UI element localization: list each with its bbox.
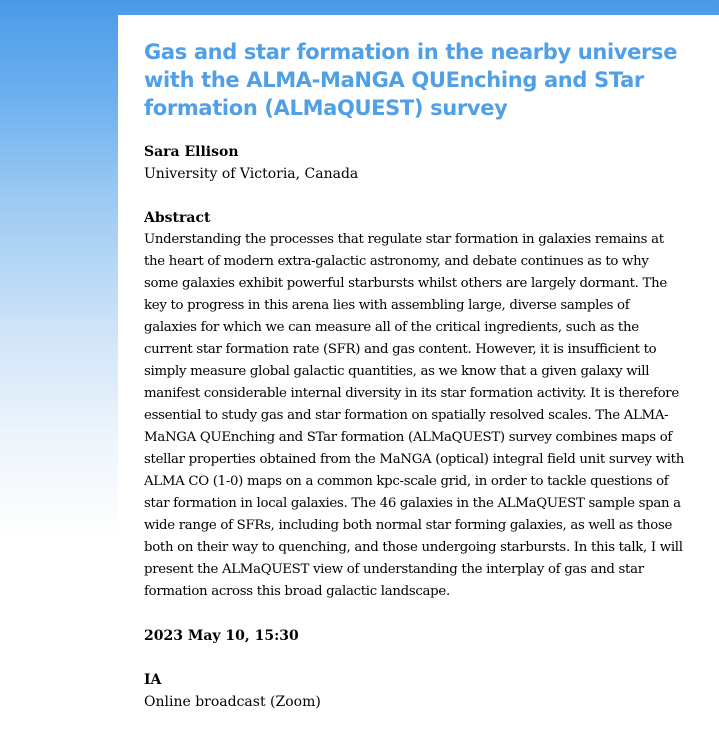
abstract-heading: Abstract: [144, 210, 211, 226]
content-panel: [118, 15, 719, 742]
talk-datetime: 2023 May 10, 15:30: [144, 628, 299, 644]
abstract-text: Understanding the processes that regulate star formation in galaxies remains at the heart of modern extra-galactic astronomy, and debate continues as to why some galaxies exhibit powerful starbursts whilst others are largely dormant. The key to progress in this arena lies with assembling large, diverse samples of galaxies for which we can measure all of the critical ingredients, such as the current star formation rate (SFR) and gas content. However, it is insufficient to simply measure global galactic quantities, as we know that a given galaxy will manifest considerable internal diversity in its star formation activity. It is therefore essential to study gas and star formation on spatially resolved scales. The ALMA-MaNGA QUEnching and STar formation (ALMaQUEST) survey combines maps of stellar properties obtained from the MaNGA (optical) integral field unit survey with ALMA CO (1-0) maps on a common kpc-scale grid, in order to tackle questions of star formation in local galaxies. The 46 galaxies in the ALMaQUEST sample span a wide range of SFRs, including both normal star forming galaxies, as well as those both on their way to quenching, and those undergoing starbursts. In this talk, I will present the ALMaQUEST view of understanding the interplay of gas and star formation across this broad galactic landscape.: [144, 232, 684, 599]
venue-location: Online broadcast (Zoom): [144, 694, 321, 710]
talk-details: [144, 38, 684, 713]
talk-title: Gas and star formation in the nearby universe with the ALMA-MaNGA QUEnching and STar formation (ALMaQUEST) survey: [144, 40, 678, 120]
speaker-affiliation: University of Victoria, Canada: [144, 166, 359, 182]
speaker-name: Sara Ellison: [144, 144, 239, 160]
venue-code: IA: [144, 672, 162, 688]
